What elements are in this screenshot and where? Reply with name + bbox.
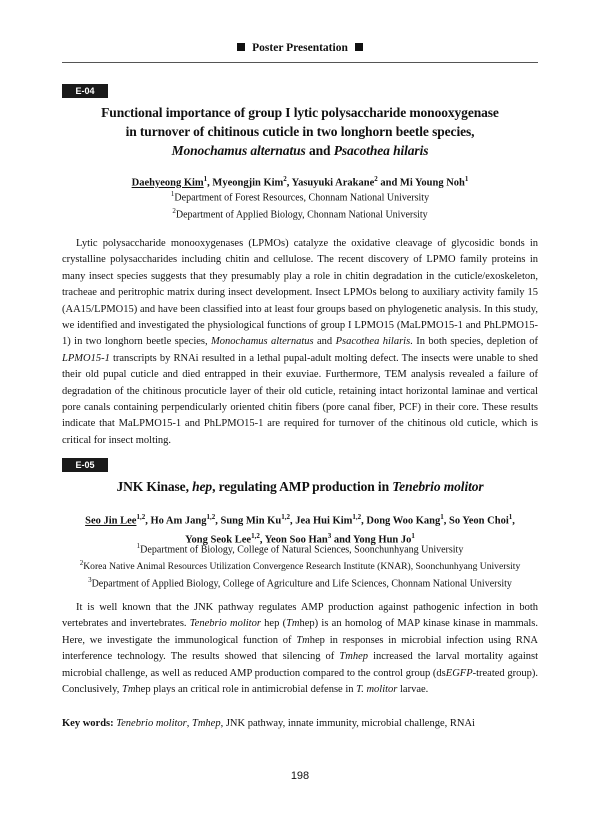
author-list-e05: Seo Jin Lee$^{1,2}$, Ho Am Jang$^{1,2}$, Sung Min Ku$^{1,2}$, Jea Hui Kim$^{1,2}$, Dong Woo Kang$^1$, So Yeon Choi$^1$, Yong Seok Lee$^{1,2}$, Yeon Soo Han$^3$ and Yong Hun Jo$^1$ [85,513,515,545]
page-number: 198 [290,770,310,782]
affiliations-e04: $^1$Department of Forest Resources, Chonnam National University $^2$Department of Applied Biology, Chonnam National University [170,190,430,221]
abstract-body-e04: Lytic polysaccharide monooxygenases (LPMOs) catalyze the oxidative cleavage of glycosidic bonds in crystalline polysaccharides including chitin and cellulose. The recent discovery of LPMO family proteins in many insect species suggests that they presumably play a role in chitin degradation in the cuticle/exoskeleton, tracheae and peritrophic matrix during insect development. Insect LPMOs belong to auxiliary activity family 15 (AA15/LPMO15) and have been classified into at least four groups based on phylogenetic analysis. In this study, we identified and investigated the physiological functions of group I LPMO15 (MaLPMO15-1 and PhLPMO15-1) in two longhorn beetle species, Monochamus alternatus and Psacothea hilaris. In both species, depletion of LPMO15-1 transcripts by RNAi resulted in a lethal pupal-adult molting defect. The insects were unable to shed their old pupal cuticle and died entrapped in their exuviae. Furthermore, TEM analysis revealed a failure of degradation of the chitinous procuticle layer of their old cuticle, retaining intact horizontal laminae and vertical pore canals containing perpendicularly oriented chitin fibers (pore canal fiber, PCF) in their core. These results indicate that MaLPMO15-1 and PhLPMO15-1 are required for turnover of the chitinous old cuticle, which is critical for insect molting. [62,238,539,446]
header-rule [62,62,538,63]
author-list-e04: Daehyeong Kim$^1$, Myeongjin Kim$^2$, Yasuyuki Arakane$^2$ and Mi Young Noh$^1$ [131,175,469,189]
abstract-badge-e05: E-05 [62,458,108,472]
affiliations-e05: $^1$Department of Biology, College of Natural Sciences, Soonchunhyang University $^2$Korea Native Animal Resources Utilization Convergence Research Institute (KNAR), Soonchunhyang University $^3$Department of Applied Biology, College of Agriculture and Life Sciences, Chonnam National University [79,542,521,589]
abstract-badge-e04: E-04 [62,84,108,98]
abstract-body-e05: It is well known that the JNK pathway regulates AMP production against pathogenic infection in both vertebrates and invertebrates. Tenebrio molitor hep (Tmhep) is an homolog of MAP kinase kinase in mammals. Here, we investigate the immunological function of Tmhep in responses in microbial infection using RNA interference technology. The results showed that silencing of Tmhep increased the larval mortality against microbial challenge, as well as reduced AMP production compared to the control group (dsEGFP-treated group). Conclusively, Tmhep plays an critical role in antimicrobial defense in T. molitor larvae. [62,602,538,696]
abstract-title-e04: Functional importance of group I lytic polysaccharide monooxygenase in turnover of chitinous cuticle in two longhorn beetle species, Monochamus alternatus and Psacothea hilaris [101,105,499,158]
abstract-title-e05: JNK Kinase, hep, regulating AMP production in Tenebrio molitor [116,479,484,494]
keywords-e05: Key words: Tenebrio molitor, Tmhep, JNK pathway, innate immunity, microbial challenge, RNAi [62,718,475,729]
section-header [62,42,538,54]
square-bullet-icon [237,43,245,51]
square-bullet-icon [355,43,363,51]
section-header-label: Poster Presentation [252,42,348,54]
